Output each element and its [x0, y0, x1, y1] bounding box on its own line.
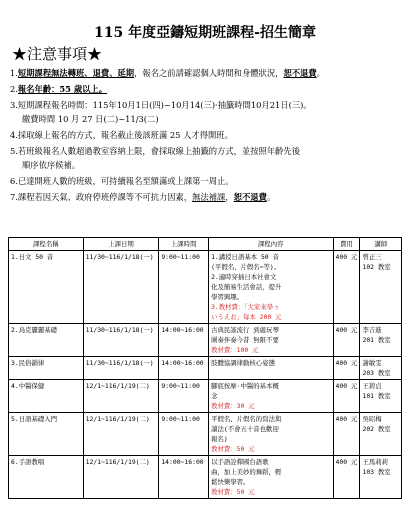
classroom: 103 教室	[362, 468, 391, 476]
course-name-cell: 4.中醫保健	[9, 380, 84, 413]
course-fee-cell: 400 元	[333, 456, 360, 499]
teacher-name: 吳昭梅	[362, 415, 382, 423]
rule-text: 5.若班級報名人數超過教室容納上限，會採取線上抽籤的方式，並按照年齡先後	[10, 146, 301, 156]
content-line: 2.適時穿插日本社會文	[211, 273, 277, 281]
content-line: 化及簡易生活會話，提升	[211, 283, 282, 291]
course-name-cell: 5.日語基礎入門	[9, 413, 84, 456]
course-time-cell: 14:00~16:00	[159, 357, 209, 380]
rule-text: 。	[316, 68, 325, 78]
course-teacher-cell	[360, 380, 402, 413]
table-row	[9, 413, 402, 456]
course-content-cell	[209, 324, 333, 357]
rule-text: 1.	[10, 68, 18, 78]
notice-rule	[10, 144, 400, 172]
content-line: 鬆快樂學習。	[211, 478, 250, 486]
course-time-cell: 9:00~11:00	[159, 380, 209, 413]
notice-heading: ★注意事項★	[12, 45, 103, 63]
course-date-cell: 12/1~116/1/19(二)	[83, 413, 159, 456]
course-content-cell	[209, 380, 333, 413]
material-fee-note: 教材費：50 元	[211, 445, 255, 453]
document-title: 115 年度亞鑄短期班課程-招生簡章	[94, 25, 316, 41]
course-time-cell: 14:00~16:00	[159, 324, 209, 357]
course-teacher-cell	[360, 324, 402, 357]
header-date: 上課日期	[83, 238, 159, 251]
teacher-name: 謝敏雯	[362, 359, 382, 367]
course-fee-cell: 400 元	[333, 413, 360, 456]
course-teacher-cell	[360, 357, 402, 380]
content-line: 讀法(不會五十音也歡迎	[211, 425, 279, 433]
teacher-name: 王馬莉莉	[362, 458, 389, 466]
rule-text: ，報名之前請確認個人時間和身體狀況，	[134, 68, 284, 78]
content-line: (平假名、片假名⋯等)。	[211, 263, 281, 271]
table-row	[9, 380, 402, 413]
content-line: 古典民謠流行 到處玩琴	[211, 326, 279, 334]
teacher-name: 曾正三	[362, 253, 382, 261]
course-fee-cell: 400 元	[333, 251, 360, 324]
classroom: 203 教室	[362, 369, 391, 377]
course-date-cell: 12/1~116/1/19(二)	[83, 380, 159, 413]
rule-text: 報名年齡：55 歲以上。	[17, 84, 108, 94]
course-time-cell: 14:00~16:00	[159, 456, 209, 499]
material-fee-note: 教材費：50 元	[211, 488, 255, 496]
rule-text: 3.短期課程報名時間：115年10月1日(四)~10月14(三)·抽籤時間10月21日(三)。	[10, 100, 312, 110]
course-content-cell	[209, 251, 333, 324]
content-line: 報名)	[211, 435, 228, 443]
header-time: 上課時間	[159, 238, 209, 251]
rule-text: 無法補課	[192, 192, 226, 202]
classroom: 202 教室	[362, 425, 391, 433]
header-fee: 費用	[333, 238, 360, 251]
rule-continuation: 繳費時間 10 月 27 日(二)~11/3(二)	[22, 114, 159, 124]
table-row	[9, 324, 402, 357]
classroom: 201 教室	[362, 336, 391, 344]
course-date-cell: 11/30~116/1/18(一)	[83, 324, 159, 357]
notice-rule	[10, 128, 400, 142]
course-teacher-cell	[360, 251, 402, 324]
notice-rule	[10, 82, 400, 96]
material-fee-note: 教材費：100 元	[211, 346, 259, 354]
material-fee-note: 教材費：30 元	[211, 402, 255, 410]
header-content: 課程內容	[209, 238, 333, 251]
course-content-cell	[209, 357, 333, 380]
notice-rule	[10, 66, 400, 80]
rule-text: 4.採取線上報名的方式，報名截止後該班滿 25 人才得開班。	[10, 130, 233, 140]
table-header-row	[9, 238, 402, 251]
notice-rule	[10, 190, 400, 204]
course-time-cell: 9:00~11:00	[159, 251, 209, 324]
teacher-name: 王碧貞	[362, 382, 382, 390]
content-line: 念	[211, 392, 218, 400]
course-table	[8, 237, 402, 499]
course-fee-cell: 400 元	[333, 324, 360, 357]
rule-text: 7.課程若因天氣、政府停班停課等不可抗力因素，	[10, 192, 193, 202]
content-line: 圍奏伴奏今昔 無限不要	[211, 336, 279, 344]
material-fee-note: 3.教材費：「大家來學ㄅ	[211, 303, 280, 311]
rule-text: 短期課程無法轉班、退費、延期	[17, 68, 135, 78]
table-row	[9, 251, 402, 324]
course-teacher-cell	[360, 413, 402, 456]
content-line: 肢體協調律動核心姿態	[211, 359, 275, 367]
rule-text: 恕不退費	[283, 68, 317, 78]
classroom: 101 教室	[362, 392, 391, 400]
course-name-cell: 3.民俗韻律	[9, 357, 84, 380]
rule-continuation: 順序依序候補。	[22, 160, 81, 170]
rule-text: 。	[266, 192, 276, 202]
course-name-cell: 6.手語教唱	[9, 456, 84, 499]
course-fee-cell: 400 元	[333, 357, 360, 380]
course-name-cell: 1.日文 50 音	[9, 251, 84, 324]
content-line: 曲，加上美妙的舞蹈，輕	[211, 468, 282, 476]
course-content-cell	[209, 413, 333, 456]
content-line: 腳底按摩·中醫的基本概	[211, 382, 279, 390]
table-row	[9, 357, 402, 380]
content-line: 學習興趣。	[211, 293, 244, 301]
rule-text: 2.	[10, 84, 18, 94]
content-line: 1.講授日語基本 50 音	[211, 253, 279, 261]
table-row	[9, 456, 402, 499]
course-content-cell	[209, 456, 333, 499]
teacher-name: 李吉進	[362, 326, 382, 334]
rule-text: ，	[225, 192, 234, 202]
course-name-cell: 2.烏克麗麗基礎	[9, 324, 84, 357]
notice-rule	[10, 98, 400, 126]
material-fee-note: いうえお」每本 200 元	[211, 313, 282, 321]
course-time-cell: 9:00~11:00	[159, 413, 209, 456]
course-date-cell: 11/30~116/1/18(一)	[83, 357, 159, 380]
content-line: 平假名、片假名的寫法與	[211, 415, 282, 423]
notice-rules-list	[6, 66, 404, 204]
course-date-cell: 12/1~116/1/19(二)	[83, 456, 159, 499]
rule-text: 恕不退費	[233, 192, 267, 202]
content-line: 以手語詮釋國台語歌	[211, 458, 269, 466]
header-teacher: 講師	[360, 238, 402, 251]
course-date-cell: 11/30~116/1/18(一)	[83, 251, 159, 324]
course-teacher-cell	[360, 456, 402, 499]
header-course-name: 課程名稱	[9, 238, 84, 251]
classroom: 102 教室	[362, 263, 391, 271]
notice-rule	[10, 174, 400, 188]
course-fee-cell: 400 元	[333, 380, 360, 413]
rule-text: 6.已達開班人數的班級，可持續報名至額滿或上課第一周止。	[10, 176, 234, 186]
